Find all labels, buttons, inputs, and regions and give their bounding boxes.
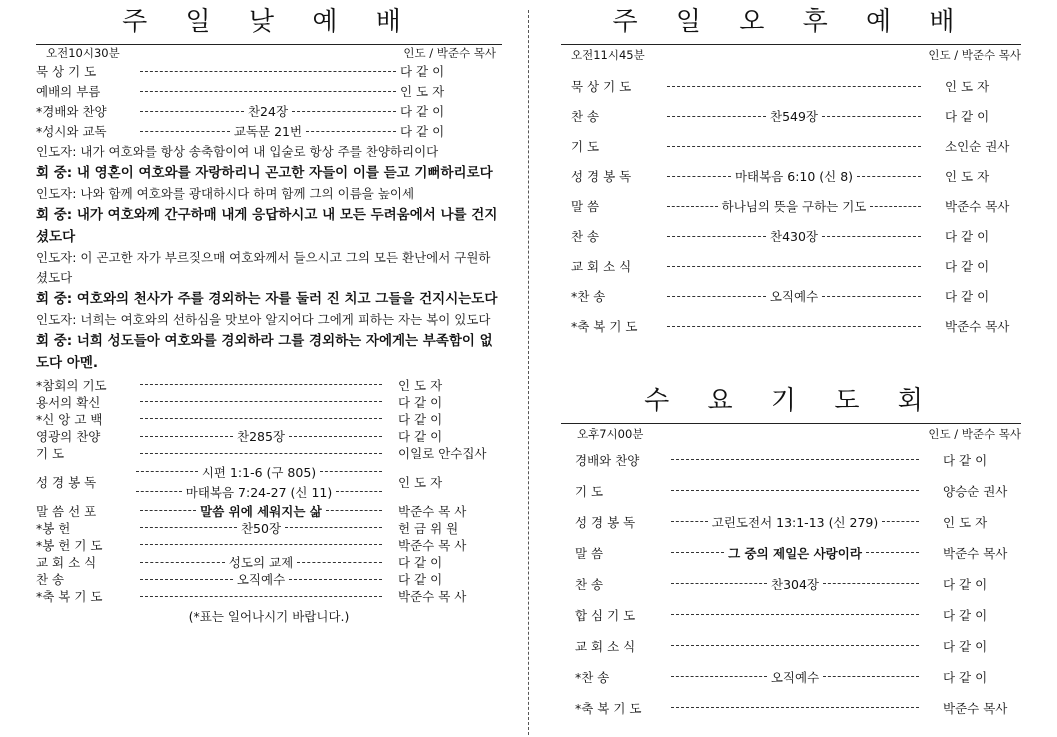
order-item-label: *봉 헌 기 도 bbox=[36, 537, 103, 553]
order-item-person: 박준수 목사 bbox=[945, 199, 1010, 214]
order-item bbox=[561, 161, 1021, 191]
order-item-detail: 찬549장 bbox=[770, 109, 819, 124]
order-item bbox=[561, 101, 1021, 131]
order-item-person: 헌 금 위 원 bbox=[398, 520, 459, 536]
scripture-reader: 인 도 자 bbox=[398, 474, 443, 490]
order-item bbox=[561, 221, 1021, 251]
order-item-label: 말 씀 bbox=[575, 545, 604, 561]
order-item-detail: 찬285장 bbox=[237, 429, 286, 445]
order-item-label: 찬 송 bbox=[571, 109, 600, 124]
congregation-response: 회 중: 내가 여호와께 간구하매 내게 응답하시고 내 모든 두려움에서 나를 건지셨도다 bbox=[36, 207, 498, 245]
page-divider bbox=[528, 10, 529, 735]
order-item bbox=[561, 71, 1021, 101]
order-item-person: 다 같 이 bbox=[943, 638, 988, 654]
order-item bbox=[36, 101, 502, 121]
order-item-person: 다 같 이 bbox=[945, 289, 990, 304]
morning-service-section bbox=[36, 0, 502, 737]
order-item-person: 이일로 안수집사 bbox=[398, 446, 487, 462]
order-item-detail: 마태복음 6:10 (신 8) bbox=[734, 169, 854, 184]
order-item-label: 묵 상 기 도 bbox=[571, 79, 632, 94]
order-item-label: 찬 송 bbox=[36, 572, 65, 588]
order-item-detail: 오직예수 bbox=[236, 572, 286, 588]
order-item bbox=[561, 131, 1021, 161]
leader-reading: 인도자: 너희는 여호와의 선하심을 맛보아 알지어다 그에게 피하는 자는 복이 있도다 bbox=[36, 312, 491, 327]
order-item bbox=[561, 311, 1021, 341]
order-item-leader-line bbox=[136, 502, 386, 520]
order-item-label: 찬 송 bbox=[571, 229, 600, 244]
order-item-label: 영광의 찬양 bbox=[36, 429, 101, 445]
morning-time: 오전10시30분 bbox=[46, 46, 120, 60]
order-item-leader-line bbox=[667, 707, 923, 708]
scripture-ref-2: 마태복음 7:24-27 (신 11) bbox=[185, 484, 333, 500]
order-item bbox=[561, 661, 1021, 692]
order-item-person: 다 같 이 bbox=[398, 394, 443, 410]
order-item-leader-line bbox=[663, 146, 925, 147]
congregation-response: 회 중: 여호와의 천사가 주를 경외하는 자를 둘러 진 치고 그들을 건지시는도다 bbox=[36, 291, 498, 307]
leader-reading: 인도자: 이 곤고한 자가 부르짖으매 여호와께서 들으시고 그의 모든 환난에서 구원하셨도다 bbox=[36, 250, 491, 285]
order-item-label: 예배의 부름 bbox=[36, 84, 101, 99]
order-item-person: 다 같 이 bbox=[945, 109, 990, 124]
order-item-person: 박준수 목사 bbox=[943, 700, 1008, 716]
order-item-person: 인 도 자 bbox=[943, 514, 988, 530]
morning-order-top bbox=[36, 61, 502, 141]
order-item-person: 다 같 이 bbox=[943, 669, 988, 685]
order-item-label: 기 도 bbox=[36, 446, 65, 462]
order-item-label: 말 씀 bbox=[571, 199, 600, 214]
order-item-person: 박준수 목 사 bbox=[398, 589, 467, 605]
congregation-response: 회 중: 내 영혼이 여호와를 자랑하리니 곤고한 자들이 이를 듣고 기뻐하리로다 bbox=[36, 165, 493, 181]
order-item-label: 용서의 확신 bbox=[36, 394, 101, 410]
afternoon-time: 오전11시45분 bbox=[571, 48, 645, 62]
order-item bbox=[36, 554, 502, 571]
order-item bbox=[36, 410, 502, 427]
wednesday-time: 오후7시00분 bbox=[577, 427, 644, 441]
order-item-leader-line bbox=[136, 519, 386, 537]
order-item-leader-line bbox=[663, 266, 925, 267]
order-item-leader-line bbox=[663, 227, 925, 245]
order-item-leader-line bbox=[667, 614, 923, 615]
order-item-label: *참회의 기도 bbox=[36, 377, 107, 393]
order-item-person: 인 도 자 bbox=[945, 169, 990, 184]
order-item-person: 소인순 권사 bbox=[945, 139, 1010, 154]
order-item-leader-line bbox=[136, 570, 386, 588]
morning-order-middle bbox=[36, 376, 502, 462]
order-item bbox=[561, 251, 1021, 281]
order-item-detail: 찬24장 bbox=[247, 104, 289, 119]
order-item-person: 다 같 이 bbox=[400, 104, 445, 119]
order-item bbox=[561, 506, 1021, 537]
order-item-label: *축 복 기 도 bbox=[36, 589, 103, 605]
standing-footnote: (*표는 일어나시기 바랍니다.) bbox=[188, 609, 350, 625]
order-item-detail: 찬50장 bbox=[240, 520, 282, 536]
order-item bbox=[36, 502, 502, 519]
order-item bbox=[36, 376, 502, 393]
order-item-leader-line bbox=[136, 544, 386, 545]
order-item-leader-line bbox=[136, 453, 386, 454]
order-item-person: 다 같 이 bbox=[398, 555, 443, 571]
order-item bbox=[36, 519, 502, 536]
order-item bbox=[36, 393, 502, 410]
order-item bbox=[36, 588, 502, 605]
morning-info-row bbox=[36, 45, 502, 61]
order-item-detail: 하나님의 뜻을 구하는 기도 bbox=[721, 199, 867, 214]
order-item-label: 교 회 소 식 bbox=[571, 259, 632, 274]
leader-reading: 인도자: 나와 함께 여호와를 광대하시다 하며 함께 그의 이름을 높이세 bbox=[36, 186, 415, 201]
order-item bbox=[36, 536, 502, 553]
order-item-label: 기 도 bbox=[571, 139, 600, 154]
scripture-ref-1: 시편 1:1-6 (구 805) bbox=[201, 464, 317, 480]
order-item-person: 양승순 권사 bbox=[943, 483, 1008, 499]
leader-reading: 인도자: 내가 여호와를 항상 송축함이여 내 입술로 항상 주를 찬양하리이다 bbox=[36, 144, 439, 159]
order-item-leader-line bbox=[667, 459, 923, 460]
order-item-label: 찬 송 bbox=[575, 576, 604, 592]
responsive-reading bbox=[36, 142, 502, 374]
order-item bbox=[36, 428, 502, 445]
order-item-label: 교 회 소 식 bbox=[36, 555, 97, 571]
order-item-person: 다 같 이 bbox=[943, 452, 988, 468]
order-item-leader-line bbox=[667, 575, 923, 593]
order-item-label: 기 도 bbox=[575, 483, 604, 499]
order-item-leader-line bbox=[667, 490, 923, 491]
order-item bbox=[36, 61, 502, 81]
order-item-label: *성시와 교독 bbox=[36, 124, 107, 139]
order-item-detail: 교독문 21번 bbox=[233, 124, 303, 139]
order-item-label: 성 경 봉 독 bbox=[571, 169, 632, 184]
wednesday-leader: 인도 / 박준수 목사 bbox=[928, 427, 1021, 441]
order-item bbox=[36, 571, 502, 588]
order-item-leader-line bbox=[136, 102, 400, 120]
order-item-detail: 말씀 위에 세워지는 삶 bbox=[200, 503, 322, 519]
morning-leader: 인도 / 박준수 목사 bbox=[403, 46, 496, 60]
order-item-leader-line bbox=[136, 384, 386, 385]
order-item-leader-line bbox=[663, 167, 925, 185]
order-item-leader-line bbox=[667, 544, 923, 562]
order-item bbox=[561, 630, 1021, 661]
order-item bbox=[561, 191, 1021, 221]
order-item-leader-line bbox=[136, 596, 386, 597]
scripture-label: 성 경 봉 독 bbox=[36, 474, 97, 490]
scripture-reading-row bbox=[36, 462, 502, 502]
order-item-label: *축 복 기 도 bbox=[575, 700, 642, 716]
order-item-person: 박준수 목 사 bbox=[398, 537, 467, 553]
morning-order-bottom bbox=[36, 502, 502, 605]
order-item bbox=[561, 537, 1021, 568]
order-item-leader-line bbox=[136, 418, 386, 419]
order-item-leader-line bbox=[663, 86, 925, 87]
order-item bbox=[561, 444, 1021, 475]
order-item-person: 다 같 이 bbox=[945, 259, 990, 274]
order-item-detail: 찬430장 bbox=[770, 229, 819, 244]
order-item-leader-line bbox=[136, 401, 386, 402]
order-item-label: *축 복 기 도 bbox=[571, 319, 638, 334]
order-item-leader-line bbox=[667, 668, 923, 686]
order-item-leader-line bbox=[136, 122, 400, 140]
order-item-leader-line bbox=[136, 71, 400, 72]
order-item-detail: 찬304장 bbox=[771, 576, 820, 592]
order-item-leader-line bbox=[136, 91, 400, 92]
order-item bbox=[36, 81, 502, 101]
order-item-leader-line bbox=[136, 553, 386, 571]
order-item bbox=[36, 121, 502, 141]
order-item-leader-line bbox=[136, 427, 386, 445]
order-item-person: 인 도 자 bbox=[945, 79, 990, 94]
order-item-label: *찬 송 bbox=[575, 669, 610, 685]
order-item bbox=[561, 281, 1021, 311]
order-item-person: 다 같 이 bbox=[398, 411, 443, 427]
order-item-person: 박준수 목사 bbox=[945, 319, 1010, 334]
order-item-label: *경배와 찬양 bbox=[36, 104, 107, 119]
order-item-detail: 오직예수 bbox=[770, 669, 820, 685]
order-item-person: 박준수 목사 bbox=[943, 545, 1008, 561]
right-column bbox=[561, 0, 1021, 723]
order-item-leader-line bbox=[663, 326, 925, 327]
morning-service-title: 주 일 낮 예 배 bbox=[122, 7, 416, 37]
order-item-leader-line bbox=[663, 197, 925, 215]
order-item-detail: 고린도전서 13:1-13 (신 279) bbox=[711, 514, 879, 530]
wednesday-service-title: 수 요 기 도 회 bbox=[644, 386, 938, 416]
order-item-label: *찬 송 bbox=[571, 289, 606, 304]
order-item-leader-line bbox=[667, 645, 923, 646]
order-item-label: *봉 헌 bbox=[36, 520, 71, 536]
order-item-label: 합 심 기 도 bbox=[575, 607, 636, 623]
order-item-person: 박준수 목 사 bbox=[398, 503, 467, 519]
order-item-detail: 성도의 교제 bbox=[228, 555, 294, 571]
order-item-leader-line bbox=[663, 287, 925, 305]
afternoon-service-title: 주 일 오 후 예 배 bbox=[612, 7, 970, 37]
congregation-response: 회 중: 너희 성도들아 여호와를 경외하라 그를 경외하는 자에게는 부족함이 없도다 아멘. bbox=[36, 333, 493, 371]
order-item bbox=[561, 568, 1021, 599]
order-item-person: 인 도 자 bbox=[400, 84, 445, 99]
order-item-label: 말 씀 선 포 bbox=[36, 503, 97, 519]
order-item-person: 다 같 이 bbox=[398, 429, 443, 445]
afternoon-order bbox=[561, 71, 1021, 341]
order-item-person: 다 같 이 bbox=[943, 576, 988, 592]
wednesday-order bbox=[561, 444, 1021, 723]
order-item-person: 다 같 이 bbox=[943, 607, 988, 623]
order-item-leader-line bbox=[663, 107, 925, 125]
wednesday-info-row bbox=[561, 424, 1021, 444]
order-item-detail: 그 중의 제일은 사랑이라 bbox=[728, 545, 862, 561]
order-item-label: 묵 상 기 도 bbox=[36, 64, 97, 79]
order-item-label: *신 앙 고 백 bbox=[36, 411, 103, 427]
order-item bbox=[561, 692, 1021, 723]
order-item-leader-line bbox=[667, 513, 923, 531]
order-item-person: 다 같 이 bbox=[400, 64, 445, 79]
order-item bbox=[561, 599, 1021, 630]
order-item bbox=[561, 475, 1021, 506]
order-item-person: 다 같 이 bbox=[400, 124, 445, 139]
afternoon-info-row bbox=[561, 45, 1021, 65]
order-item-label: 경배와 찬양 bbox=[575, 452, 640, 468]
order-item-person: 인 도 자 bbox=[398, 377, 443, 393]
afternoon-leader: 인도 / 박준수 목사 bbox=[928, 48, 1021, 62]
order-item-person: 다 같 이 bbox=[945, 229, 990, 244]
order-item-detail: 오직예수 bbox=[769, 289, 819, 304]
order-item bbox=[36, 445, 502, 462]
order-item-label: 성 경 봉 독 bbox=[575, 514, 636, 530]
order-item-person: 다 같 이 bbox=[398, 572, 443, 588]
order-item-label: 교 회 소 식 bbox=[575, 638, 636, 654]
